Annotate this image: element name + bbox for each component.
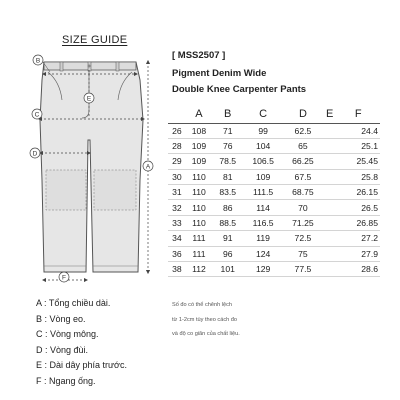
marker-d-label: D: [32, 150, 38, 158]
belt-loop: [116, 62, 119, 71]
measure-cell: [323, 246, 337, 261]
measure-cell: 75: [298, 248, 308, 259]
marker-a: [143, 161, 153, 171]
legend-item: B : Vòng eo.: [36, 313, 86, 324]
measure-cell: 109: [191, 156, 207, 167]
column-header: E: [325, 107, 334, 120]
measure-cell: 114: [256, 202, 270, 213]
measure-cell: 110: [192, 171, 206, 182]
measure-cell: 83.5: [219, 187, 237, 198]
note-line: và độ co giãn của chất liệu.: [172, 331, 240, 337]
table-header-row: [168, 105, 380, 123]
measurement-note: [172, 298, 302, 342]
pants-diagram: [0, 0, 170, 290]
table-row: [168, 154, 380, 169]
marker-c-label: C: [34, 111, 40, 119]
belt-loop: [60, 62, 63, 71]
column-header: [168, 105, 186, 123]
measure-cell: [323, 138, 337, 153]
table-row: [168, 138, 380, 153]
marker-b: [33, 55, 43, 65]
measure-cell: 27.9: [361, 248, 378, 259]
marker-a-label: A: [145, 163, 151, 171]
measure-cell: 101: [220, 264, 235, 275]
marker-c: [32, 109, 42, 119]
measure-cell: [323, 169, 337, 184]
legend-item: A : Tổng chiều dài.: [36, 298, 111, 308]
column-header: C: [259, 107, 268, 120]
legend-item: E : Dài dây phía trước.: [36, 360, 127, 371]
column-header: A: [195, 107, 203, 120]
measure-cell: 78.5: [219, 156, 237, 167]
measure-cell: 62.5: [294, 125, 312, 136]
size-cell: 38: [172, 264, 182, 275]
measure-cell: 124: [255, 248, 271, 259]
table-row: [168, 246, 380, 261]
measure-cell: 28.6: [361, 264, 378, 275]
measure-cell: 71: [222, 125, 233, 136]
size-cell: 29: [172, 156, 182, 167]
measure-cell: 109: [255, 171, 271, 182]
measure-cell: 108: [191, 125, 207, 136]
legend-item: C : Vòng mông.: [36, 329, 99, 340]
marker-e: [84, 93, 94, 103]
measurement-legend: [36, 296, 166, 390]
measure-cell: 25.1: [361, 141, 378, 152]
measure-cell: 104: [255, 141, 271, 152]
measure-cell: 110: [192, 187, 206, 198]
size-cell: 34: [172, 233, 182, 244]
marker-e-label: E: [86, 95, 92, 103]
size-cell: 36: [172, 248, 182, 259]
measure-cell: 70: [298, 202, 308, 213]
measure-cell: 68.75: [292, 187, 314, 198]
measure-cell: 71.25: [292, 218, 314, 229]
table-row: [168, 200, 380, 215]
marker-d: [30, 148, 40, 158]
product-code: [ MSS2507 ]: [172, 50, 226, 61]
measure-cell: 99: [258, 125, 268, 136]
size-cell: 28: [172, 141, 182, 152]
legend-item: D : Vòng đùi.: [36, 344, 89, 355]
measure-cell: 66.25: [292, 156, 314, 167]
measure-cell: 25.8: [361, 171, 378, 182]
measure-cell: 116.5: [252, 218, 274, 229]
measure-cell: [323, 262, 337, 277]
column-header: D: [298, 107, 307, 120]
measure-cell: [323, 185, 337, 200]
size-cell: 31: [172, 187, 182, 198]
column-header: F: [354, 107, 362, 120]
measure-cell: 67.5: [294, 171, 312, 182]
measure-cell: [323, 154, 337, 169]
measure-cell: 88.5: [219, 218, 237, 229]
measure-cell: 91: [222, 233, 233, 244]
measure-cell: 25.45: [356, 156, 378, 167]
knee-patch-right: [94, 170, 136, 210]
measure-cell: 109: [191, 141, 207, 152]
measure-cell: [323, 200, 337, 215]
measure-cell: 96: [222, 248, 233, 259]
note-line: từ 1-2cm tùy theo cách đo: [172, 316, 237, 323]
measure-cell: 76: [222, 141, 233, 152]
marker-f-label: F: [62, 274, 66, 282]
table-row: [168, 185, 380, 200]
product-name-line: Pigment Denim Wide: [172, 68, 267, 79]
table-row: [168, 169, 380, 184]
marker-b-label: B: [35, 57, 41, 65]
knee-patch-left: [46, 170, 86, 210]
column-header: B: [224, 107, 232, 120]
note-line: Số đo có thể chênh lệch: [172, 302, 233, 308]
measure-cell: 24.4: [361, 125, 378, 136]
size-cell: 33: [172, 218, 182, 229]
measure-cell: 86: [222, 202, 233, 213]
table-row: [168, 231, 380, 246]
measure-cell: 106.5: [252, 156, 274, 167]
size-table: [168, 105, 380, 277]
measure-cell: 26.5: [361, 202, 378, 213]
page-title: SIZE GUIDE: [62, 34, 128, 46]
size-cell: 30: [172, 171, 182, 182]
measure-cell: 26.15: [356, 187, 378, 198]
measure-cell: 111: [192, 248, 206, 259]
measure-cell: 119: [256, 233, 270, 244]
table-row: [168, 215, 380, 230]
measure-cell: 110: [192, 202, 206, 213]
measure-cell: 65: [298, 141, 308, 152]
measure-cell: [323, 123, 337, 138]
table-body: [168, 123, 380, 277]
measure-cell: 112: [192, 264, 206, 275]
table-row: [168, 123, 380, 138]
measure-cell: 111.5: [252, 187, 274, 198]
measure-cell: [323, 215, 337, 230]
marker-f: [59, 272, 69, 282]
size-cell: 26: [172, 125, 182, 136]
waist-button: [88, 65, 91, 68]
measure-cell: 72.5: [294, 233, 312, 244]
table-row: [168, 262, 380, 277]
measure-cell: 81: [222, 171, 233, 182]
measure-cell: 129: [255, 264, 271, 275]
measure-cell: 77.5: [294, 264, 312, 275]
measure-cell: [323, 231, 337, 246]
measure-cell: 27.2: [361, 233, 378, 244]
product-name: [172, 66, 372, 98]
measure-cell: 111: [192, 233, 206, 244]
size-cell: 32: [172, 202, 182, 213]
legend-item: F : Ngang ống.: [36, 375, 96, 386]
product-name-line: Double Knee Carpenter Pants: [172, 84, 307, 95]
measure-cell: 26.85: [356, 218, 378, 229]
measure-cell: 110: [192, 218, 206, 229]
